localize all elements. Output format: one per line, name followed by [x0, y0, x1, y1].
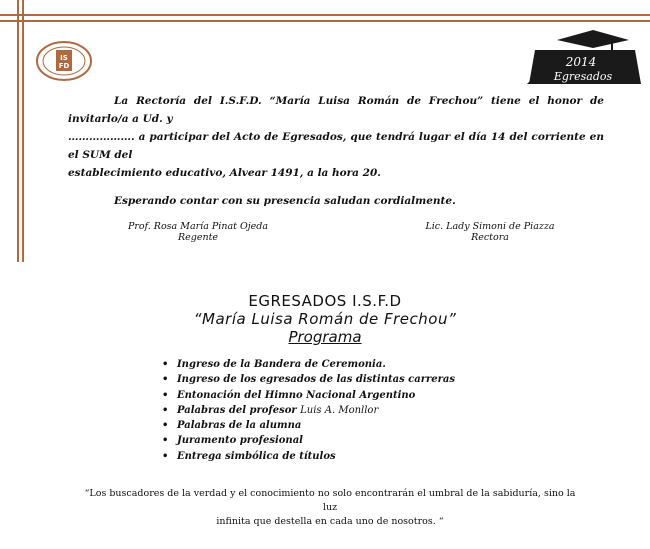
- list-item: • Ingreso de los egresados de las distintas carreras: [162, 372, 455, 387]
- corner-border-vertical-2: [22, 0, 24, 262]
- professor-name: Luis A. Monllor: [300, 404, 379, 416]
- list-item: • Entrega simbólica de títulos: [162, 449, 455, 464]
- signature-right-role: Rectora: [471, 232, 509, 243]
- top-border-line-2: [0, 20, 650, 22]
- top-border-line-1: [0, 14, 650, 16]
- invitation-line-3: establecimiento educativo, Alvear 1491, a la hora 20.: [68, 167, 381, 179]
- signature-right: [410, 221, 570, 243]
- signature-left-role: Regente: [177, 232, 219, 243]
- program-title: Programa: [288, 328, 362, 346]
- list-item: • Juramento profesional: [162, 433, 455, 448]
- program-heading-1: EGRESADOS I.S.F.D: [248, 292, 402, 310]
- svg-text:IS: IS: [60, 54, 68, 62]
- corner-border-vertical-1: [17, 0, 19, 262]
- svg-text:2014: 2014: [565, 55, 597, 69]
- invitation-text: [68, 92, 604, 210]
- program-heading-2: “María Luisa Román de Frechou”: [193, 310, 457, 328]
- institution-seal-logo: [35, 40, 93, 82]
- closing-quote: [80, 487, 580, 529]
- list-item: [162, 403, 455, 418]
- svg-text:FD: FD: [58, 62, 70, 70]
- signature-right-name: Lic. Lady Simoni de Piazza: [425, 221, 555, 232]
- list-item: • Palabras de la alumna: [162, 418, 455, 433]
- invitation-closing: Esperando contar con su presencia saludan cordialmente.: [114, 195, 456, 207]
- list-item: • Ingreso de la Bandera de Ceremonia.: [162, 357, 455, 372]
- list-item-label: Palabras del profesor: [177, 404, 297, 416]
- quote-line-1: “Los buscadores de la verdad y el conocimiento no solo encontrarán el umbral de la sabiduría, sino la luz: [84, 488, 576, 513]
- signature-left: [118, 221, 278, 243]
- svg-text:Egresados: Egresados: [553, 70, 613, 83]
- program-header: [0, 292, 650, 346]
- program-list: [162, 357, 455, 464]
- invitation-line-2: ………………. a participar del Acto de Egresados, que tendrá lugar el día 14 del corriente en el SUM del: [68, 131, 604, 161]
- list-item: • Entonación del Himno Nacional Argentino: [162, 388, 455, 403]
- invitation-line-1: La Rectoría del I.S.F.D. “María Luisa Román de Frechou” tiene el honor de invitarlo/a a Ud. y: [68, 95, 604, 125]
- graduates-2014-badge: [525, 28, 645, 86]
- quote-line-2: infinita que destella en cada uno de nosotros. “: [216, 516, 444, 527]
- signature-left-name: Prof. Rosa María Pinat Ojeda: [127, 221, 269, 232]
